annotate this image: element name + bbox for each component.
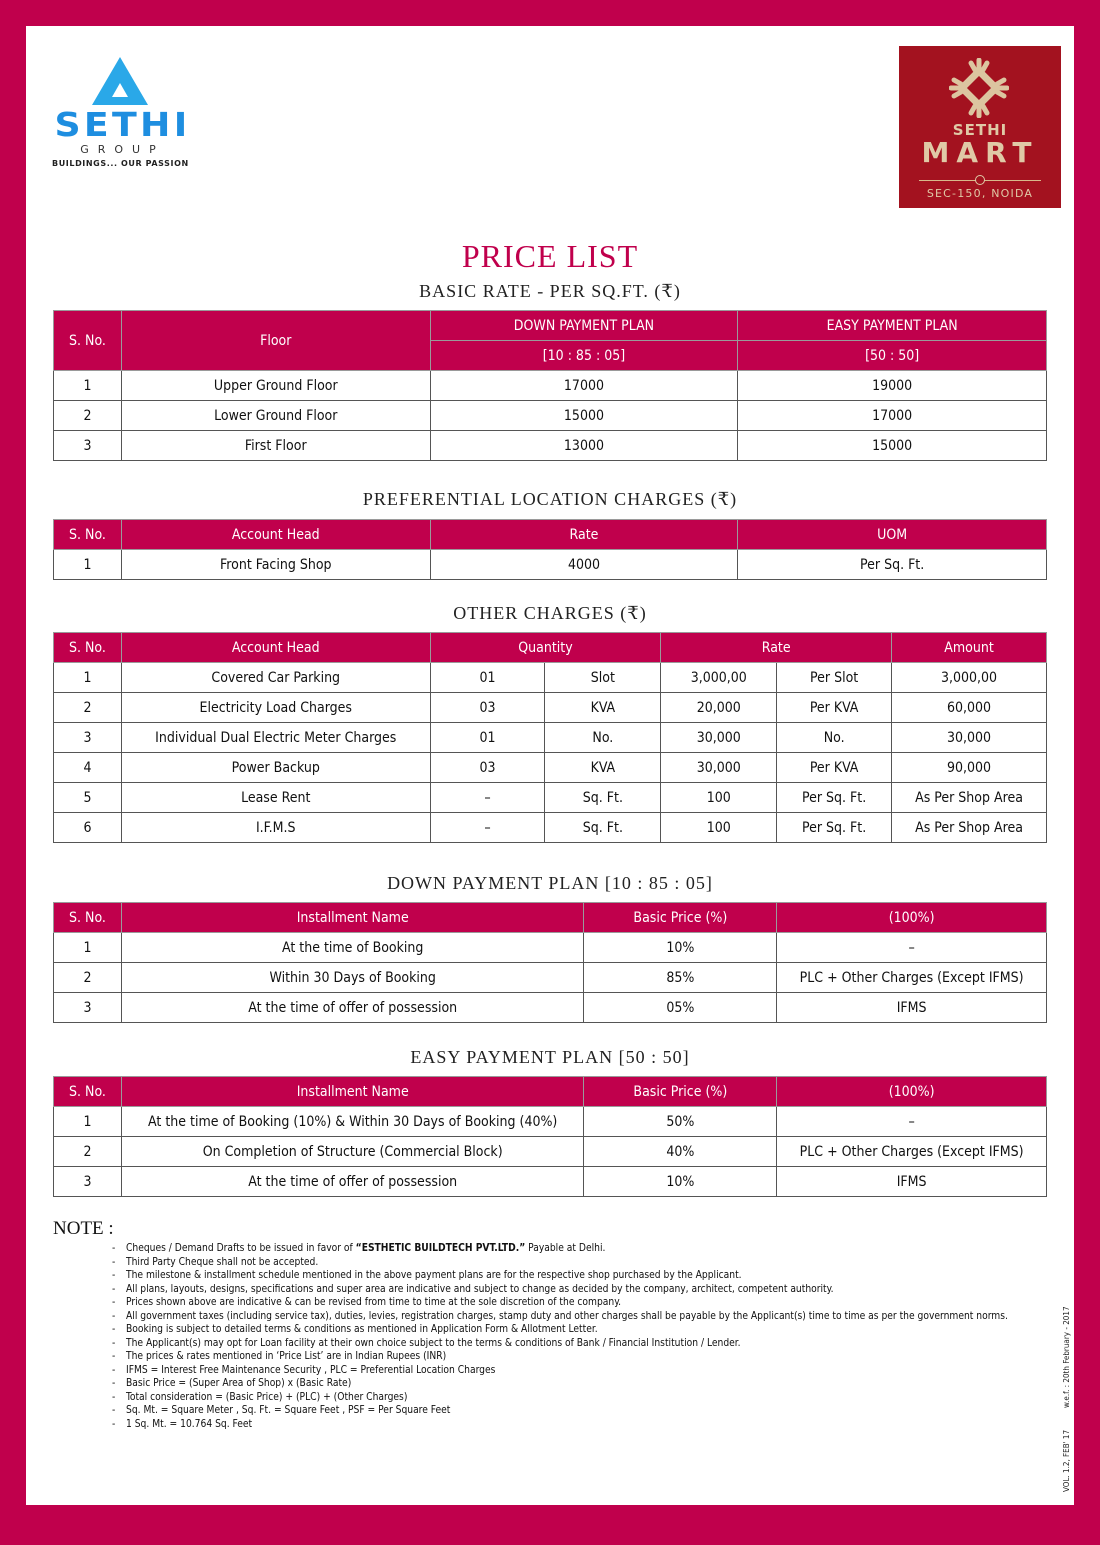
- note-item: - The milestone & installment schedule mentioned in the above payment plans are for the respective shop purchased by the Applicant.: [112, 1269, 1042, 1283]
- cell-name: At the time of Booking: [121, 933, 584, 963]
- plc-heading: PREFERENTIAL LOCATION CHARGES (₹): [362, 489, 738, 509]
- cell-sno: 3: [54, 431, 122, 461]
- cell-sno: 3: [54, 1167, 122, 1197]
- cell-amount: As Per Shop Area: [892, 783, 1047, 813]
- header-dpp-ratio: [10 : 85 : 05]: [430, 341, 738, 371]
- plc-table: [53, 519, 1047, 580]
- cell-sno: 3: [54, 993, 122, 1023]
- cell-rate-unit: Per Sq. Ft.: [777, 783, 892, 813]
- cell-sno: 1: [54, 371, 122, 401]
- cell-epp: 19000: [738, 371, 1047, 401]
- cell-rate: 20,000: [661, 693, 777, 723]
- header-rate: Rate: [661, 633, 892, 663]
- cell-sno: 2: [54, 401, 122, 431]
- basic-rate-heading: BASIC RATE - PER SQ.FT. (₹): [419, 281, 681, 301]
- cell-sno: 6: [54, 813, 122, 843]
- header-account-head: Account Head: [121, 633, 430, 663]
- header-basic-price: Basic Price (%): [584, 1077, 777, 1107]
- note-item: - IFMS = Interest Free Maintenance Security , PLC = Preferential Location Charges: [112, 1364, 1042, 1378]
- table-row: [54, 1137, 1047, 1167]
- note-title: NOTE :: [53, 1218, 114, 1239]
- table-row: [54, 783, 1047, 813]
- table-row: [54, 693, 1047, 723]
- cell-rate: 100: [661, 783, 777, 813]
- table-row: [54, 993, 1047, 1023]
- table-row: [54, 431, 1047, 461]
- note-item: - The prices & rates mentioned in ‘Price List’ are in Indian Rupees (INR): [112, 1350, 1042, 1364]
- cell-head: Front Facing Shop: [121, 550, 430, 580]
- cell-extra: –: [777, 1107, 1047, 1137]
- cell-rate: 100: [661, 813, 777, 843]
- header-uom: UOM: [738, 520, 1047, 550]
- cell-rate-unit: Per Slot: [777, 663, 892, 693]
- cell-amount: As Per Shop Area: [892, 813, 1047, 843]
- cell-extra: IFMS: [777, 993, 1047, 1023]
- cell-qty: 03: [430, 693, 545, 723]
- page-title: PRICE LIST: [461, 238, 639, 274]
- cell-head: Covered Car Parking: [121, 663, 430, 693]
- other-charges-heading: OTHER CHARGES (₹): [453, 603, 647, 623]
- cell-rate-unit: Per KVA: [777, 693, 892, 723]
- cell-head: I.F.M.S: [121, 813, 430, 843]
- cell-head: Individual Dual Electric Meter Charges: [121, 723, 430, 753]
- cell-head: Electricity Load Charges: [121, 693, 430, 723]
- triangle-logo-icon: [92, 57, 148, 105]
- note-item: - Third Party Cheque shall not be accepted.: [112, 1256, 1042, 1270]
- cell-qty-unit: KVA: [545, 693, 661, 723]
- table-row: [54, 550, 1047, 580]
- note-item: - Sq. Mt. = Square Meter , Sq. Ft. = Square Feet , PSF = Per Square Feet: [112, 1404, 1042, 1418]
- note-item: - Booking is subject to detailed terms & conditions as mentioned in Application Form & Allotment Letter.: [112, 1323, 1042, 1337]
- table-row: [54, 1167, 1047, 1197]
- cell-sno: 3: [54, 723, 122, 753]
- cell-head: Power Backup: [121, 753, 430, 783]
- cell-rate: 4000: [430, 550, 738, 580]
- cell-extra: IFMS: [777, 1167, 1047, 1197]
- header-epp: EASY PAYMENT PLAN: [738, 311, 1047, 341]
- snowflake-emblem-icon: [949, 58, 1009, 118]
- cell-qty-unit: Sq. Ft.: [545, 813, 661, 843]
- cell-name: At the time of offer of possession: [121, 993, 584, 1023]
- header-total: (100%): [777, 903, 1047, 933]
- cell-amount: 30,000: [892, 723, 1047, 753]
- table-row: [54, 723, 1047, 753]
- table-row: [54, 963, 1047, 993]
- header-installment: Installment Name: [121, 903, 584, 933]
- other-charges-table: [53, 632, 1047, 843]
- table-row: [54, 663, 1047, 693]
- cell-extra: –: [777, 933, 1047, 963]
- table-row: [54, 753, 1047, 783]
- header-account-head: Account Head: [121, 520, 430, 550]
- header-basic-price: Basic Price (%): [584, 903, 777, 933]
- cell-amount: 60,000: [892, 693, 1047, 723]
- epp-heading: EASY PAYMENT PLAN [50 : 50]: [410, 1047, 690, 1067]
- header-amount: Amount: [892, 633, 1047, 663]
- cell-dpp: 17000: [430, 371, 738, 401]
- cell-dpp: 15000: [430, 401, 738, 431]
- cell-rate: 3,000,00: [661, 663, 777, 693]
- table-row: [54, 813, 1047, 843]
- cell-pct: 85%: [584, 963, 777, 993]
- table-row: [54, 1107, 1047, 1137]
- cell-qty: 03: [430, 753, 545, 783]
- logo-sub: GROUP: [80, 143, 165, 156]
- cell-qty-unit: KVA: [545, 753, 661, 783]
- header-quantity: Quantity: [430, 633, 661, 663]
- note-item: - Total consideration = (Basic Price) + (PLC) + (Other Charges): [112, 1391, 1042, 1405]
- cell-sno: 1: [54, 933, 122, 963]
- note-item: - 1 Sq. Mt. = 10.764 Sq. Feet: [112, 1418, 1042, 1432]
- cell-qty: –: [430, 813, 545, 843]
- cell-amount: 90,000: [892, 753, 1047, 783]
- cell-extra: PLC + Other Charges (Except IFMS): [777, 963, 1047, 993]
- cell-qty: 01: [430, 723, 545, 753]
- cell-amount: 3,000,00: [892, 663, 1047, 693]
- table-row: [54, 933, 1047, 963]
- header-sno: S. No.: [54, 311, 122, 371]
- table-row: [54, 371, 1047, 401]
- header-dpp: DOWN PAYMENT PLAN: [430, 311, 738, 341]
- cell-name: At the time of Booking (10%) & Within 30 Days of Booking (40%): [121, 1107, 584, 1137]
- cell-rate-unit: Per KVA: [777, 753, 892, 783]
- note-item: - The Applicant(s) may opt for Loan facility at their own choice subject to the terms & conditions of Bank / Financial Institution / Lender.: [112, 1337, 1042, 1351]
- mart-line1: SETHI: [952, 121, 1008, 139]
- cell-rate: 30,000: [661, 753, 777, 783]
- cell-epp: 17000: [738, 401, 1047, 431]
- cell-epp: 15000: [738, 431, 1047, 461]
- header-epp-ratio: [50 : 50]: [738, 341, 1047, 371]
- logo-name: SETHI: [54, 105, 191, 144]
- cell-qty-unit: Slot: [545, 663, 661, 693]
- cell-pct: 40%: [584, 1137, 777, 1167]
- note-item: - Cheques / Demand Drafts to be issued in favor of “ESTHETIC BUILDTECH PVT.LTD.” Payable at Delhi.: [112, 1242, 1042, 1256]
- cell-qty: –: [430, 783, 545, 813]
- header-floor: Floor: [121, 311, 430, 371]
- cell-rate-unit: Per Sq. Ft.: [777, 813, 892, 843]
- sethi-group-logo: [50, 55, 195, 175]
- sethi-mart-logo: [899, 46, 1061, 208]
- cell-pct: 05%: [584, 993, 777, 1023]
- dpp-table: [53, 902, 1047, 1023]
- cell-qty: 01: [430, 663, 545, 693]
- cell-name: On Completion of Structure (Commercial Block): [121, 1137, 584, 1167]
- table-row: [54, 401, 1047, 431]
- wef-date: w.e.f. : 20th February - 2017: [1062, 1306, 1071, 1408]
- note-item: - Basic Price = (Super Area of Shop) x (Basic Rate): [112, 1377, 1042, 1391]
- version-label: VOL. 1.2, FEB' 17: [1062, 1429, 1071, 1492]
- header-sno: S. No.: [54, 633, 122, 663]
- note-item: - All government taxes (including service tax), duties, levies, registration charges, stamp duty and other charges shall be payable by the Applicant(s) time to time as per the government norms.: [112, 1310, 1042, 1324]
- cell-qty-unit: Sq. Ft.: [545, 783, 661, 813]
- mart-location: SEC-150, NOIDA: [926, 187, 1034, 200]
- header-sno: S. No.: [54, 903, 122, 933]
- cell-extra: PLC + Other Charges (Except IFMS): [777, 1137, 1047, 1167]
- cell-floor: First Floor: [121, 431, 430, 461]
- ornament-icon: [975, 175, 985, 185]
- header-rate: Rate: [430, 520, 738, 550]
- header-installment: Installment Name: [121, 1077, 584, 1107]
- note-item: - All plans, layouts, designs, specifications and super area are indicative and subject to change as decided by the company, architect, competent authority.: [112, 1283, 1042, 1297]
- cell-floor: Upper Ground Floor: [121, 371, 430, 401]
- header-sno: S. No.: [54, 520, 122, 550]
- cell-qty-unit: No.: [545, 723, 661, 753]
- cell-uom: Per Sq. Ft.: [738, 550, 1047, 580]
- cell-sno: 2: [54, 693, 122, 723]
- epp-table: [53, 1076, 1047, 1197]
- cell-sno: 1: [54, 550, 122, 580]
- cell-pct: 50%: [584, 1107, 777, 1137]
- cell-pct: 10%: [584, 933, 777, 963]
- cell-head: Lease Rent: [121, 783, 430, 813]
- mart-line2: MART: [921, 136, 1039, 169]
- cell-sno: 1: [54, 663, 122, 693]
- cell-floor: Lower Ground Floor: [121, 401, 430, 431]
- logo-tagline: BUILDINGS... OUR PASSION: [52, 159, 189, 168]
- cell-sno: 1: [54, 1107, 122, 1137]
- cell-sno: 4: [54, 753, 122, 783]
- basic-rate-table: [53, 310, 1047, 461]
- note-item: - Prices shown above are indicative & can be revised from time to time at the sole discretion of the company.: [112, 1296, 1042, 1310]
- cell-pct: 10%: [584, 1167, 777, 1197]
- cell-sno: 2: [54, 963, 122, 993]
- header-sno: S. No.: [54, 1077, 122, 1107]
- dpp-heading: DOWN PAYMENT PLAN [10 : 85 : 05]: [387, 873, 713, 893]
- cell-rate: 30,000: [661, 723, 777, 753]
- cell-name: At the time of offer of possession: [121, 1167, 584, 1197]
- cell-sno: 5: [54, 783, 122, 813]
- cell-rate-unit: No.: [777, 723, 892, 753]
- cell-name: Within 30 Days of Booking: [121, 963, 584, 993]
- header-total: (100%): [777, 1077, 1047, 1107]
- cell-sno: 2: [54, 1137, 122, 1167]
- notes-list: [112, 1242, 1042, 1431]
- cell-dpp: 13000: [430, 431, 738, 461]
